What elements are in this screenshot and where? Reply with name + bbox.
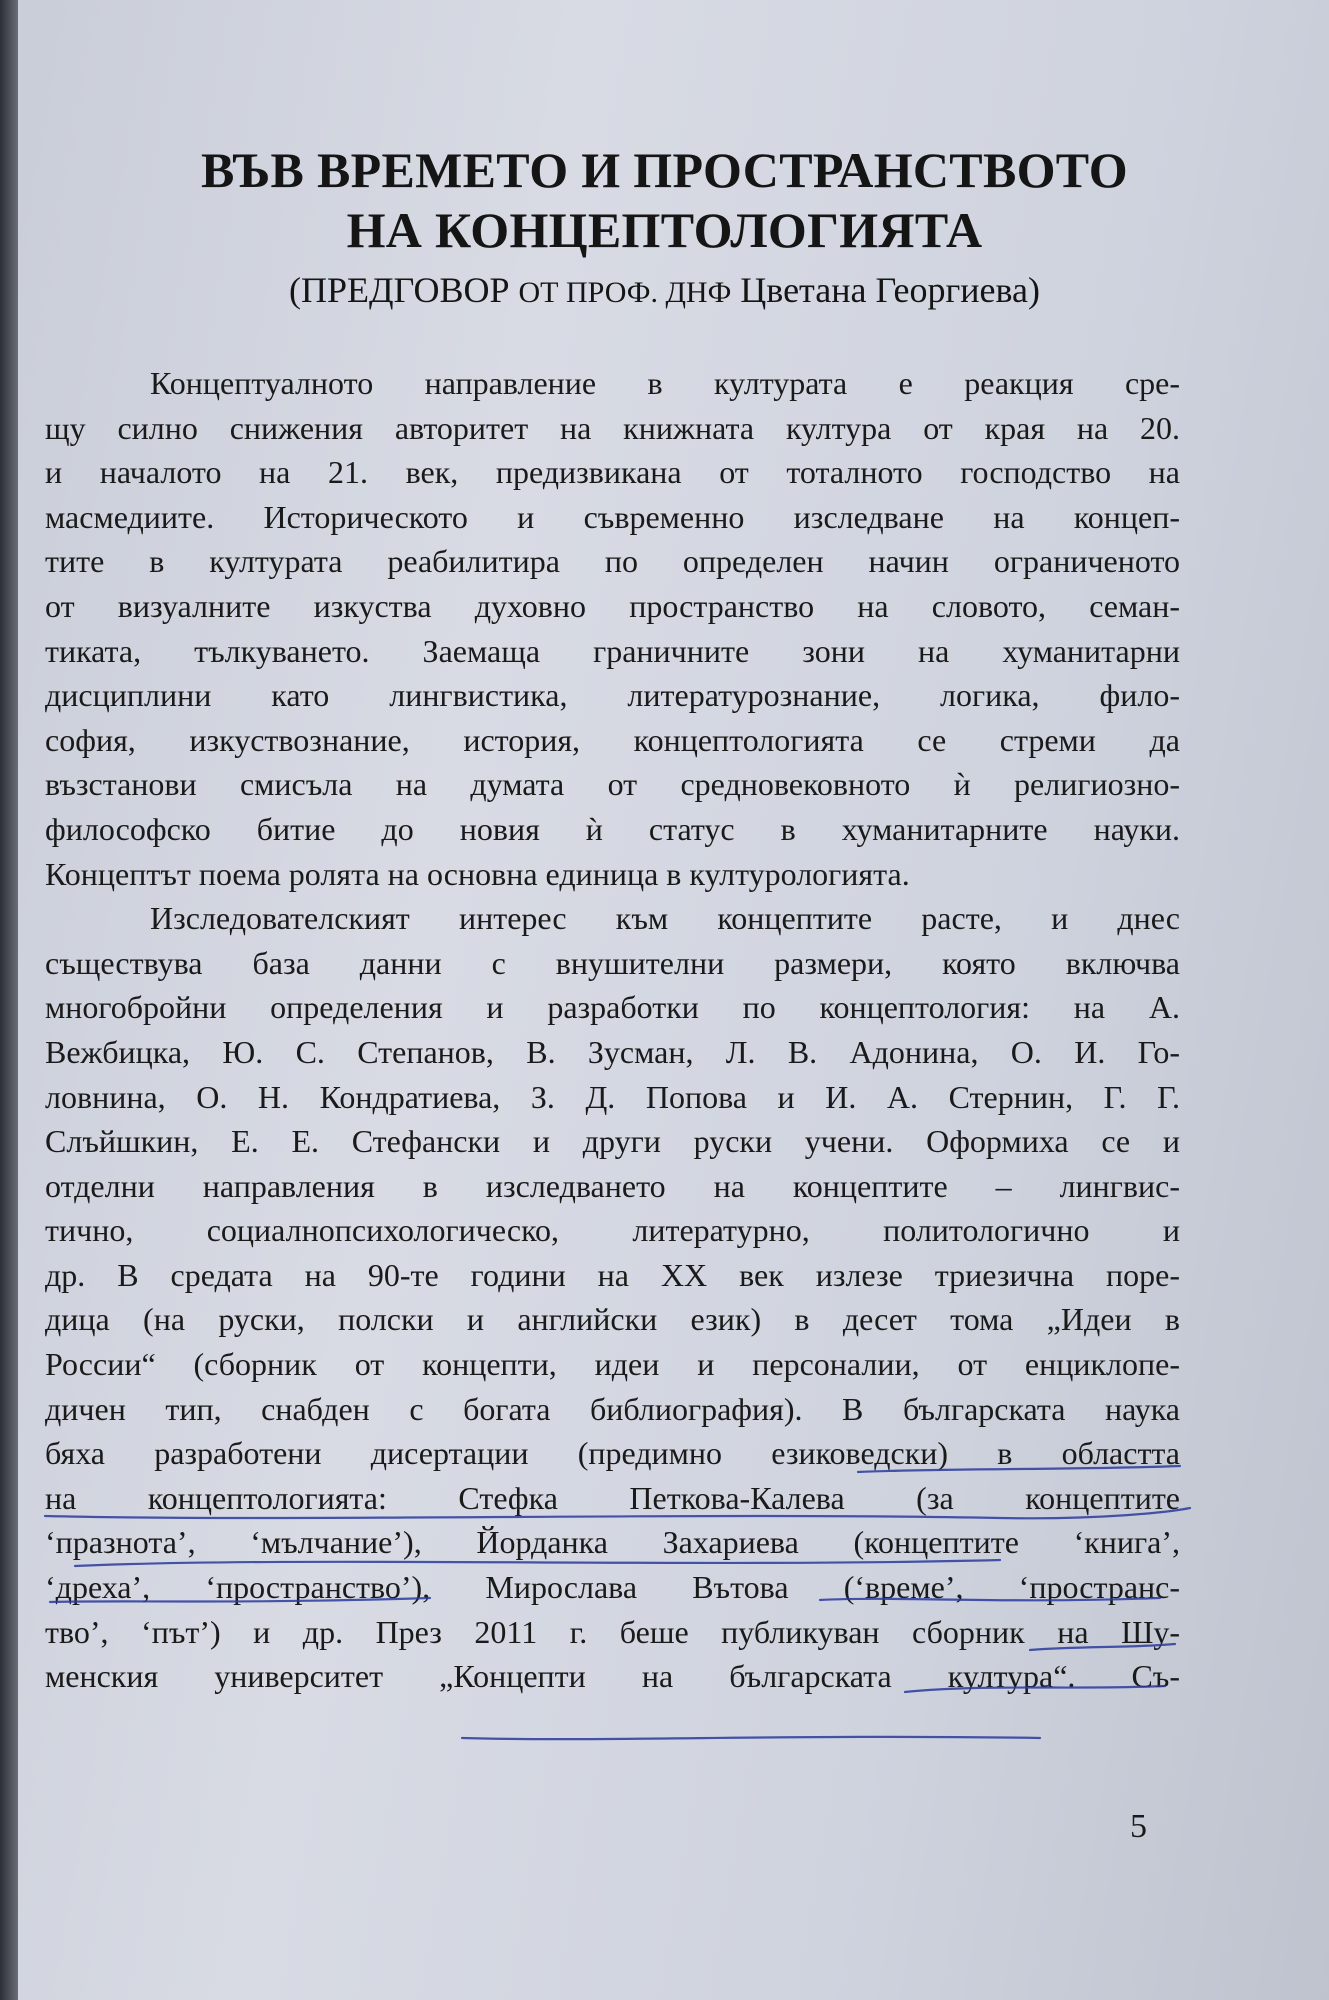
- text-line: Вежбицка, Ю. С. Степанов, В. Зусман, Л. В. Адонина, О. И. Го-: [45, 1033, 1180, 1070]
- text-line: Концептът поема ролята на основна единица в културологията.: [45, 855, 910, 892]
- text-line: дичен тип, снабден с богата библиография). В българската наука: [45, 1390, 1180, 1427]
- underline-mark: [462, 1737, 1040, 1739]
- text-line: тите в културата реабилитира по определен начин ограниченото: [45, 543, 1180, 580]
- text-line: щу силно снижения авторитет на книжната култура от края на 20.: [45, 409, 1180, 446]
- text-line: ‘празнота’, ‘мълчание’), Йорданка Захариева (концептите ‘книга’,: [45, 1524, 1180, 1561]
- page-number: 5: [1130, 1808, 1147, 1845]
- text-line: и началото на 21. век, предизвикана от тоталното господство на: [45, 454, 1180, 491]
- text-line: бяха разработени дисертации (предимно езиковедски) в областта: [45, 1435, 1180, 1472]
- chapter-heading: [0, 140, 1329, 321]
- subtitle-small-caps: ОТ ПРОФ. ДНФ: [518, 276, 732, 309]
- text-line: масмедиите. Историческото и съвременно изследване на концеп-: [45, 498, 1180, 535]
- title-line-1: ВЪВ ВРЕМЕТО И ПРОСТРАНСТВОТО: [201, 142, 1128, 198]
- title-line-2: НА КОНЦЕПТОЛОГИЯТА: [346, 202, 983, 258]
- text-line: Концептуалното направление в културата е реакция сре-: [150, 365, 1180, 401]
- text-line: Слъйшкин, Е. Е. Стефански и други руски учени. Оформиха се и: [45, 1123, 1180, 1160]
- text-line: дисциплини като лингвистика, литературознание, логика, фило-: [45, 677, 1180, 714]
- text-line: др. В средата на 90-те години на XX век излезе триезична поре-: [45, 1256, 1180, 1293]
- subtitle-open: (ПРЕДГОВОР: [289, 270, 510, 310]
- text-line: отделни направления в изследването на концептите – лингвис-: [45, 1167, 1180, 1204]
- text-line: многобройни определения и разработки по концептология: на А.: [45, 989, 1180, 1026]
- text-line: тично, социалнопсихологическо, литературно, политологично и: [45, 1212, 1180, 1249]
- text-line: съществува база данни с внушителни размери, която включва: [45, 944, 1180, 981]
- text-line: тиката, тълкуването. Заемаща граничните зони на хуманитарни: [45, 632, 1180, 669]
- text-line: ‘дреха’, ‘пространство’), Мирослава Вътова (‘време’, ‘пространс-: [45, 1569, 1180, 1606]
- text-line: философско битие до новия ѝ статус в хуманитарните науки.: [45, 810, 1180, 847]
- text-line: дица (на руски, полски и английски език) в десет тома „Идеи в: [45, 1301, 1180, 1338]
- text-line: възстанови смисъла на думата от средновековното ѝ религиозно-: [45, 766, 1180, 803]
- text-line: менския университет „Концепти на българската култура“. Съ-: [45, 1658, 1180, 1695]
- text-line: на концептологията: Стефка Петкова-Калева (за концептите: [45, 1479, 1180, 1516]
- text-line: от визуалните изкуства духовно пространство на словото, семан-: [45, 587, 1180, 624]
- subtitle: [0, 262, 1329, 321]
- text-line: софия, изкуствознание, история, концептологията се стреми да: [45, 721, 1180, 758]
- text-line: тво’, ‘път’) и др. През 2011 г. беше публикуван сборник на Шу-: [45, 1613, 1180, 1650]
- text-line: России“ (сборник от концепти, идеи и персоналии, от енциклопе-: [45, 1346, 1180, 1383]
- text-line: ловнина, О. Н. Кондратиева, З. Д. Попова и И. А. Стернин, Г. Г.: [45, 1078, 1180, 1115]
- body-text: [45, 361, 1180, 1699]
- subtitle-author: Цветана Георгиева): [740, 270, 1040, 310]
- text-line: Изследователският интерес към концептите расте, и днес: [150, 900, 1180, 937]
